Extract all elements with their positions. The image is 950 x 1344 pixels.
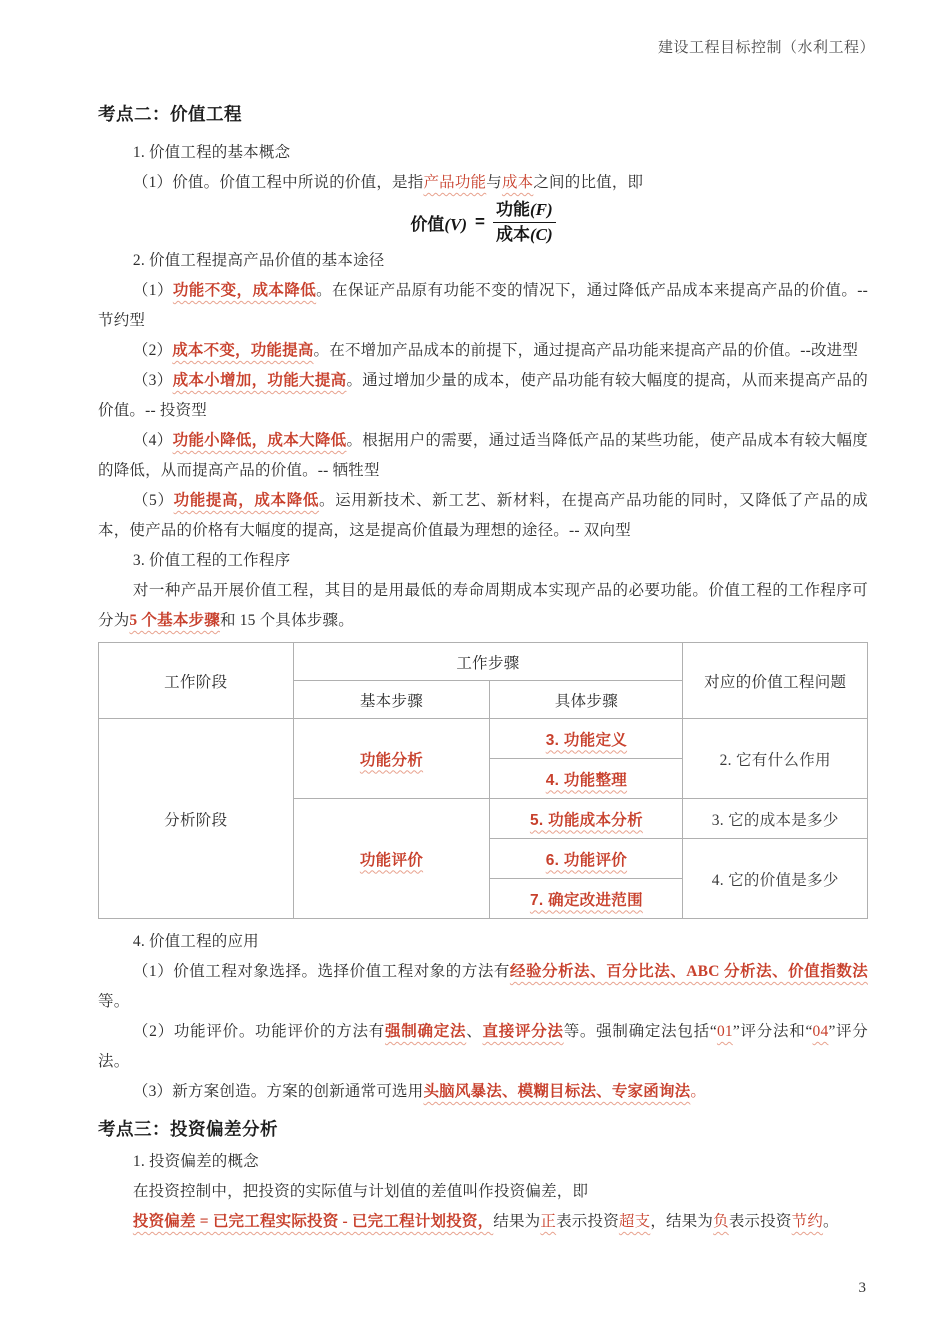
table-header-steps: 工作步骤 <box>293 643 683 681</box>
paragraph-application-1 <box>98 957 868 1017</box>
text-segment: 头脑风暴法、模糊目标法、专家函询法 <box>423 1083 691 1100</box>
paragraph-way-5 <box>98 486 868 546</box>
text-segment: 。在保证产品原有功能不变的情况下，通过降低产品成本来提高产品的价值。--节约型 <box>98 282 868 329</box>
text-segment: 和 15 个具体步骤。 <box>219 612 354 629</box>
text-segment: （5） <box>132 492 174 509</box>
text-segment: 。根据用户的需要，通过适当降低产品的某些功能，使产品成本有较大幅度的降低，从而提高产品的价值。-- 牺牲型 <box>98 432 869 479</box>
text-segment: （3） <box>132 372 173 389</box>
table-cell-step-function-arrangement: 4. 功能整理 <box>490 759 683 799</box>
text-segment: 01 <box>716 1023 733 1040</box>
text-segment: （1） <box>132 282 173 299</box>
paragraph-deviation-concept-heading <box>98 1147 868 1177</box>
paragraph-deviation-definition <box>98 1177 868 1207</box>
text-segment: 结果为 <box>493 1213 541 1230</box>
text-segment: 之间的比值，即 <box>533 174 644 191</box>
text-segment: 5 个基本步骤 <box>129 612 220 629</box>
page-number: 3 <box>858 1280 866 1296</box>
text-segment: （1）价值工程对象选择。选择价值工程对象的方法有 <box>132 963 510 980</box>
text-segment: 等。强制确定法包括“ <box>563 1023 717 1040</box>
value-formula <box>98 198 868 246</box>
paragraph-procedure-heading <box>98 546 868 576</box>
text-segment: 2. 价值工程提高产品价值的基本途径 <box>132 252 385 269</box>
text-segment: ，结果为 <box>650 1213 714 1230</box>
table-cell-step-function-evaluation: 6. 功能评价 <box>490 839 683 879</box>
table-header-stage: 工作阶段 <box>99 643 294 719</box>
paragraph-way-4 <box>98 426 868 486</box>
text-segment: 成本 <box>501 174 534 191</box>
formula-denominator: 成本(C) <box>495 224 553 244</box>
section-heading-kaodian2: 考点二：价值工程 <box>98 104 242 124</box>
text-segment: 表示投资 <box>728 1213 792 1230</box>
paragraph-way-1 <box>98 276 868 336</box>
text-segment: 功能提高，成本降低 <box>173 492 320 509</box>
text-segment: 产品功能 <box>423 174 487 191</box>
text-segment: 强制确定法 <box>385 1023 467 1040</box>
paragraph-ways-heading <box>98 246 868 276</box>
paragraph-application-heading <box>98 927 868 957</box>
paragraph-way-3 <box>98 366 868 426</box>
text-segment: 节约 <box>791 1213 824 1230</box>
text-segment: （3）新方案创造。方案的创新通常可选用 <box>132 1083 424 1100</box>
paragraph-basic-concept <box>98 138 868 168</box>
paragraph-application-2 <box>98 1017 868 1077</box>
table-cell-basic-function-analysis: 功能分析 <box>293 719 490 799</box>
paragraph-application-3 <box>98 1077 868 1107</box>
text-segment: 与 <box>486 174 502 191</box>
formula-fraction <box>493 199 556 246</box>
text-segment: 经验分析法、百分比法、ABC 分析法、价值指数法 <box>509 963 868 980</box>
text-segment: 表示投资 <box>556 1213 619 1230</box>
table-cell-question-value: 4. 它的价值是多少 <box>683 839 868 919</box>
formula-lhs: 价值(V) <box>410 214 468 234</box>
text-segment: 在投资控制中，把投资的实际值与计划值的差值叫作投资偏差，即 <box>132 1183 589 1200</box>
table-cell-step-function-definition: 3. 功能定义 <box>490 719 683 759</box>
text-segment: 1. 投资偏差的概念 <box>132 1153 259 1170</box>
page-header-title: 建设工程目标控制（水利工程） <box>657 39 875 56</box>
paragraph-deviation-formula <box>98 1207 868 1237</box>
text-segment: 负 <box>713 1213 729 1230</box>
text-segment: （4） <box>132 432 173 449</box>
text-segment: 4. 价值工程的应用 <box>132 933 259 950</box>
table-header-question: 对应的价值工程问题 <box>683 643 868 719</box>
text-segment: 成本小增加，功能大提高 <box>172 372 347 389</box>
section-heading-kaodian3: 考点三：投资偏差分析 <box>98 1119 278 1139</box>
text-segment: （2） <box>132 342 173 359</box>
text-segment: （1）价值。价值工程中所说的价值，是指 <box>132 174 424 191</box>
text-segment: 、 <box>466 1023 483 1040</box>
table-header-specific-steps: 具体步骤 <box>490 681 683 719</box>
text-segment: 。在不增加产品成本的前提下，通过提高产品功能来提高产品的价值。--改进型 <box>313 342 859 359</box>
table-header-basic-steps: 基本步骤 <box>293 681 490 719</box>
text-segment: 功能小降低，成本大降低 <box>172 432 347 449</box>
table-cell-question-what-use: 2. 它有什么作用 <box>683 719 868 799</box>
work-procedure-table <box>98 642 868 919</box>
text-segment: 投资偏差 = 已完工程实际投资 - 已完工程计划投资， <box>132 1213 494 1230</box>
text-segment: 超支 <box>618 1213 651 1230</box>
text-segment: 正 <box>540 1213 557 1230</box>
table-cell-question-cost: 3. 它的成本是多少 <box>683 799 868 839</box>
text-segment: 等。 <box>98 993 130 1010</box>
text-segment: 。运用新技术、新工艺、新材料，在提高产品功能的同时，又降低了产品的成本，使产品的价格有大幅度的提高，这是提高价值最为理想的途径。-- 双向型 <box>98 492 868 539</box>
table-cell-stage: 分析阶段 <box>99 719 294 919</box>
text-segment: ”评分法和“ <box>732 1023 813 1040</box>
table-cell-step-improvement-scope: 7. 确定改进范围 <box>490 879 683 919</box>
text-segment: 功能不变，成本降低 <box>172 282 317 299</box>
text-segment: （2）功能评价。功能评价的方法有 <box>132 1023 385 1040</box>
paragraph-procedure-intro <box>98 576 868 636</box>
formula-equals: = <box>475 212 485 231</box>
text-segment: ”评分法。 <box>98 1023 869 1070</box>
table-cell-step-function-cost-analysis: 5. 功能成本分析 <box>490 799 683 839</box>
text-segment: 。 <box>690 1083 707 1100</box>
text-segment: 对一种产品开展价值工程，其目的是用最低的寿命周期成本实现产品的必要功能。价值工程的工作程序可分为 <box>98 582 868 629</box>
paragraph-value-definition <box>98 168 868 198</box>
text-segment: 。通过增加少量的成本，使产品功能有较大幅度的提高，从而来提高产品的价值。-- 投资型 <box>98 372 869 419</box>
text-segment: 成本不变，功能提高 <box>172 342 314 359</box>
table-cell-basic-function-evaluation: 功能评价 <box>293 799 490 919</box>
text-segment: 。 <box>823 1213 839 1230</box>
text-segment: 1. 价值工程的基本概念 <box>132 144 291 161</box>
formula-numerator: 功能(F) <box>493 199 556 223</box>
paragraph-way-2 <box>98 336 868 366</box>
text-segment: 3. 价值工程的工作程序 <box>132 552 291 569</box>
text-segment: 04 <box>812 1023 829 1040</box>
document-content <box>98 102 868 1237</box>
text-segment: 直接评分法 <box>482 1023 564 1040</box>
